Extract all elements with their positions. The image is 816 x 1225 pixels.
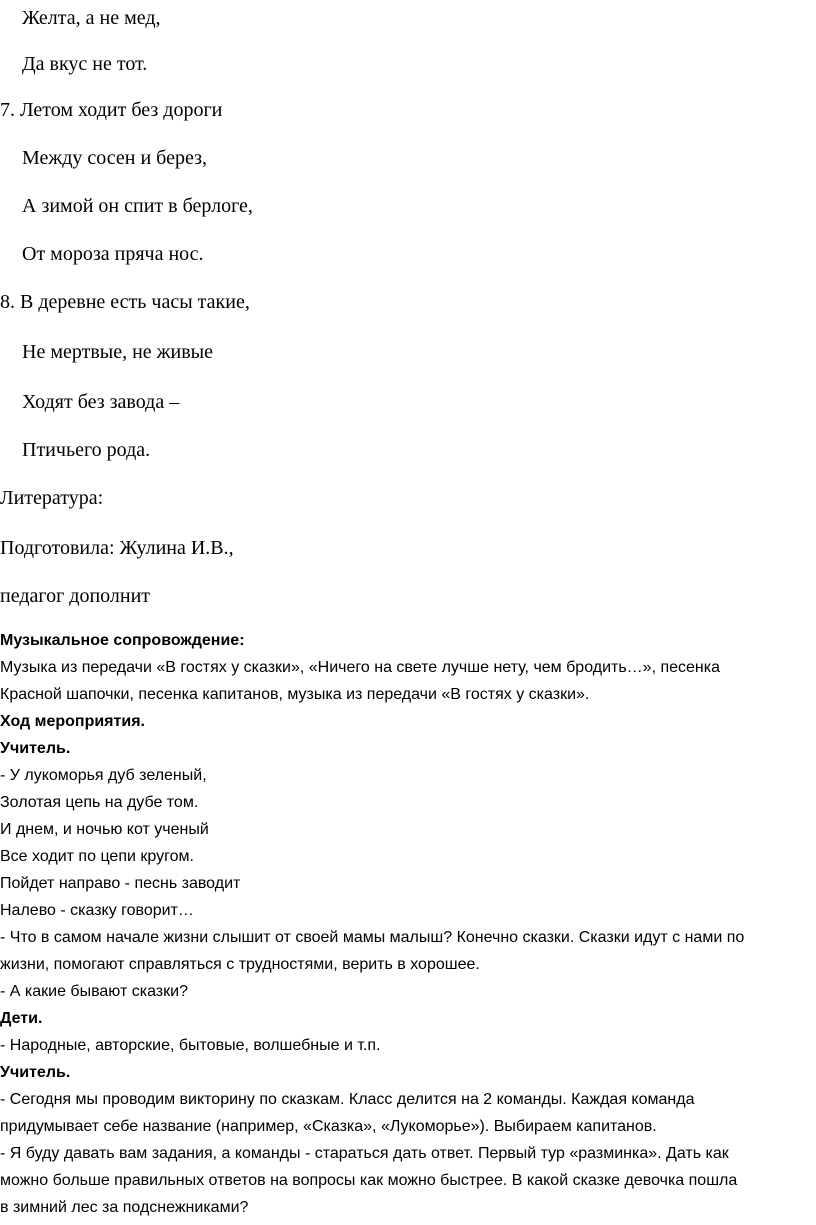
teacher-label: Учитель.: [0, 1064, 71, 1081]
riddle-6-line-4: Да вкус не тот.: [22, 53, 148, 75]
riddle-7-line-3: А зимой он спит в берлоге,: [22, 195, 253, 217]
event-script: [0, 627, 816, 1221]
riddle-8-line-4: Птичьего рода.: [22, 439, 151, 461]
literature-heading: Литература:: [0, 487, 104, 509]
riddle-8-line-3: Ходят без завода –: [22, 391, 180, 413]
event-heading: Ход мероприятия.: [0, 713, 145, 730]
author-position: педагог дополнит: [0, 585, 151, 607]
teacher-question: - А какие бывают сказки?: [0, 983, 188, 1000]
music-line-1: Музыка из передачи «В гостях у сказки», «Ничего на свете лучше нету, чем бродить…», песенка: [0, 659, 721, 676]
poem-line-4: Все ходит по цепи кругом.: [0, 848, 194, 865]
riddle-7-line-1: 7. Летом ходит без дороги: [0, 99, 223, 121]
teacher-speech-line: в зимний лес за подснежниками?: [0, 1199, 249, 1216]
riddle-8-line-2: Не мертвые, не живые: [22, 341, 213, 363]
teacher-label: Учитель.: [0, 740, 71, 757]
teacher-speech-line: жизни, помогают справляться с трудностями, верить в хорошее.: [0, 956, 480, 973]
children-answer: - Народные, авторские, бытовые, волшебные и т.п.: [0, 1037, 381, 1054]
prepared-by: Подготовила: Жулина И.В.,: [0, 537, 234, 559]
teacher-speech-line: можно больше правильных ответов на вопросы как можно быстрее. В какой сказке девочка пошла: [0, 1172, 738, 1189]
poem-line-6: Налево - сказку говорит…: [0, 902, 194, 919]
teacher-speech-line: - Я буду давать вам задания, а команды - стараться дать ответ. Первый тур «разминка». Дать как: [0, 1145, 729, 1162]
teacher-speech-line: придумывает себе название (например, «Сказка», «Лукоморье»). Выбираем капитанов.: [0, 1118, 657, 1135]
riddle-7-line-4: От мороза пряча нос.: [22, 243, 204, 265]
poem-line-3: И днем, и ночью кот ученый: [0, 821, 209, 838]
riddle-7-line-2: Между сосен и берез,: [22, 147, 207, 169]
poem-line-1: - У лукоморья дуб зеленый,: [0, 767, 207, 784]
riddle-8-line-1: 8. В деревне есть часы такие,: [0, 291, 250, 313]
poem-line-5: Пойдет направо - песнь заводит: [0, 875, 241, 892]
music-heading: Музыкальное сопровождение:: [0, 632, 245, 649]
poem-line-2: Золотая цепь на дубе том.: [0, 794, 199, 811]
music-line-2: Красной шапочки, песенка капитанов, музыка из передачи «В гостях у сказки».: [0, 686, 590, 703]
teacher-speech-line: - Сегодня мы проводим викторину по сказкам. Класс делится на 2 команды. Каждая команда: [0, 1091, 695, 1108]
teacher-speech-line: - Что в самом начале жизни слышит от своей мамы малыш? Конечно сказки. Сказки идут с нами по: [0, 929, 745, 946]
children-label: Дети.: [0, 1010, 43, 1027]
riddle-6-line-3: Желта, а не мед,: [22, 7, 161, 29]
